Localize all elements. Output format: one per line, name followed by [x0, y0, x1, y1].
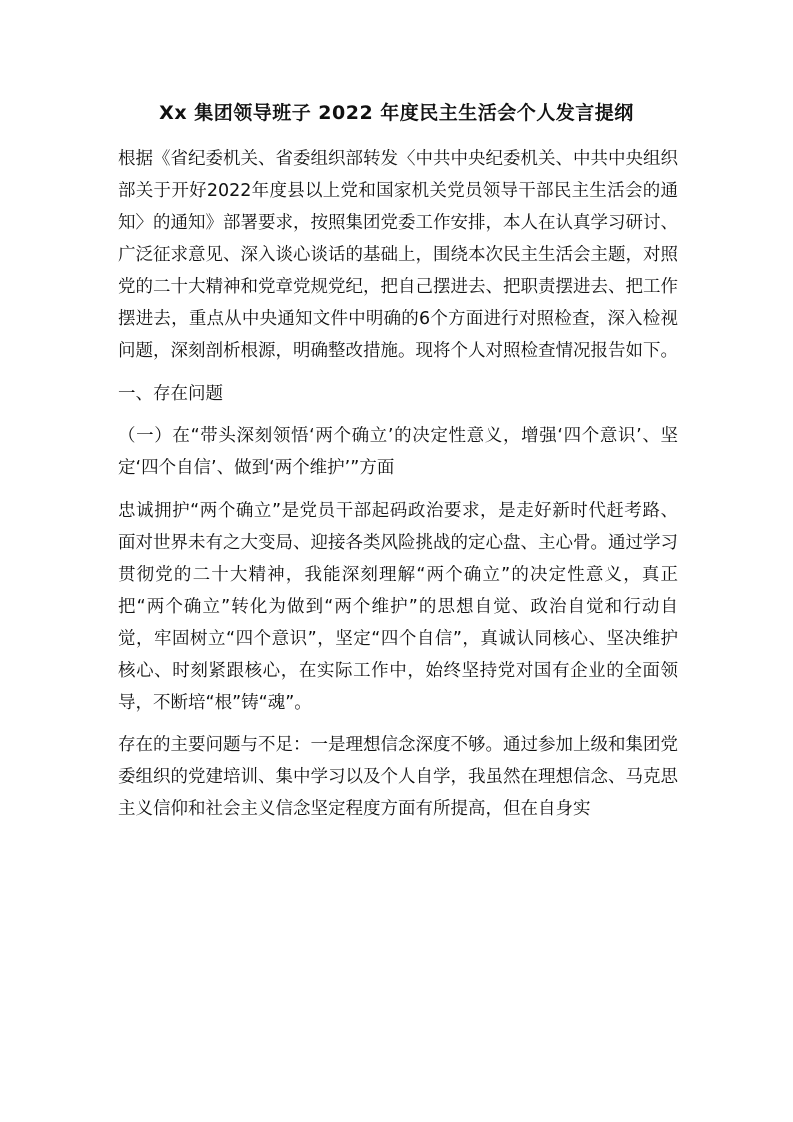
intro-paragraph: 根据《省纪委机关、省委组织部转发〈中共中央纪委机关、中共中央组织部关于开好2022年度县以上党和国家机关党员领导干部民主生活会的通知〉的通知》部署要求，按照集团党委工作安排，本人在认真学习研讨、广泛征求意见、深入谈心谈话的基础上，围绕本次民主生活会主题，对照党的二十大精神和党章党规党纪，把自己摆进去、把职责摆进去、把工作摆进去，重点从中央通知文件中明确的6个方面进行对照检查，深入检视问题，深刻剖析根源，明确整改措施。现将个人对照检查情况报告如下。 [118, 149, 678, 361]
body-paragraph-shortcomings: 存在的主要问题与不足：一是理想信念深度不够。通过参加上级和集团党委组织的党建培训、集中学习以及个人自学，我虽然在理想信念、马克思主义信仰和社会主义信念坚定程度方面有所提高，但在自身实 [118, 735, 678, 819]
body-paragraph-loyalty: 忠诚拥护“两个确立”是党员干部起码政治要求，是走好新时代赶考路、面对世界未有之大变局、迎接各类风险挑战的定心盘、主心骨。通过学习贯彻党的二十大精神，我能深刻理解“两个确立”的决定性意义，真正把“两个确立”转化为做到“两个维护”的思想自觉、政治自觉和行动自觉，牢固树立“四个意识”，坚定“四个自信”，真诚认同核心、坚决维护核心、时刻紧跟核心，在实际工作中，始终坚持党对国有企业的全面领导，不断培“根”铸“魂”。 [118, 500, 678, 713]
document-body [118, 143, 678, 836]
subsection-heading-1: （一）在“带头深刻领悟‘两个确立’的决定性意义，增强‘四个意识’、坚定‘四个自信’、做到‘两个维护’”方面 [118, 426, 678, 478]
document-title: Xx 集团领导班子 2022 年度民主生活会个人发言提纲 [159, 102, 634, 124]
section-heading-problems: 一、存在问题 [118, 383, 223, 404]
